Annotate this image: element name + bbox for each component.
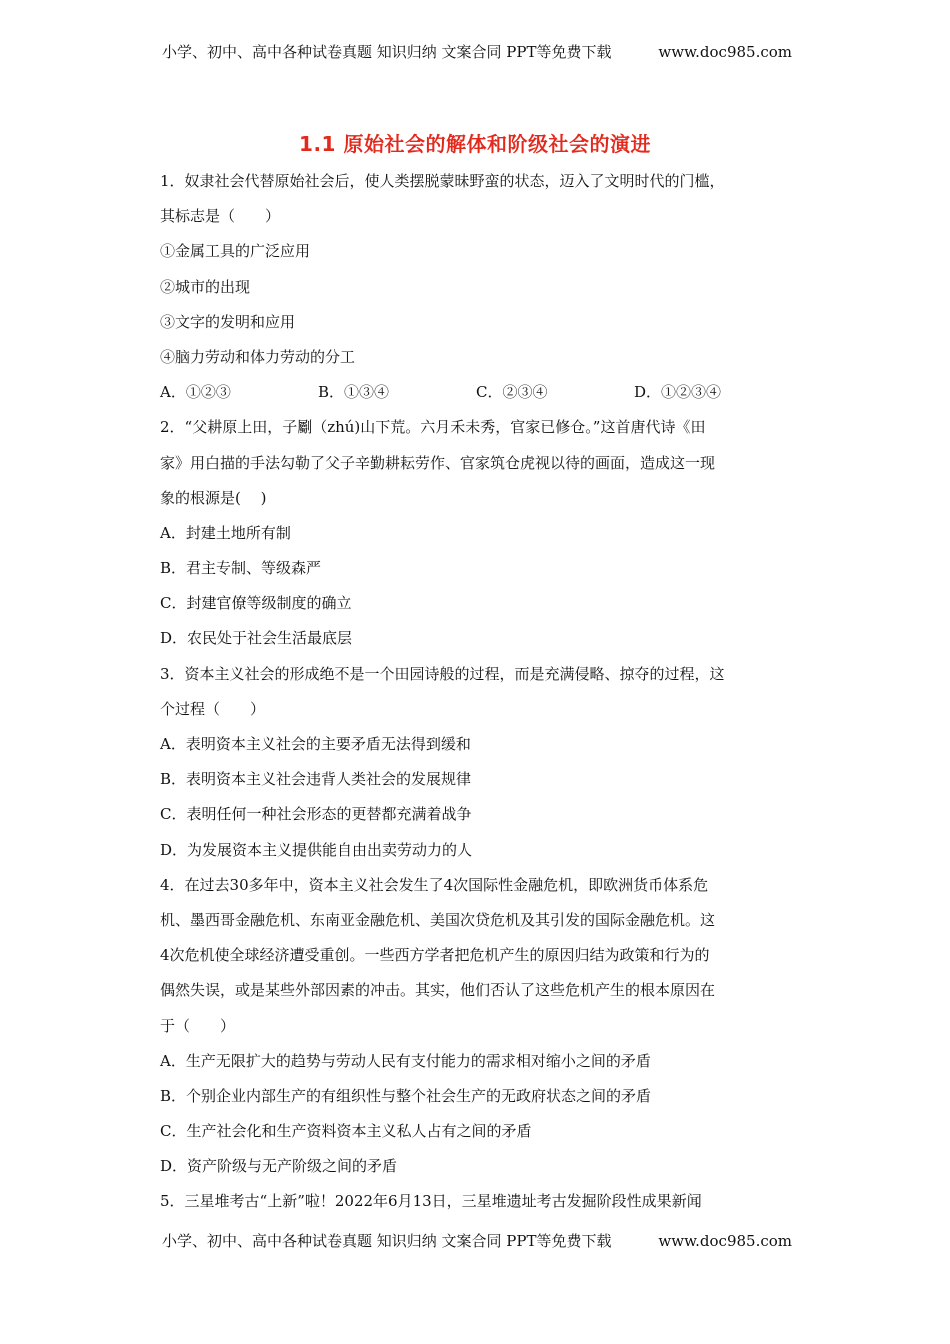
question-stem-line: 偶然失误，或是某些外部因素的冲击。其实，他们否认了这些危机产生的根本原因在	[160, 981, 716, 1000]
question-stem-line: 3．资本主义社会的形成绝不是一个田园诗般的过程，而是充满侵略、掠夺的过程，这	[160, 664, 725, 683]
option-b: B．表明资本主义社会违背人类社会的发展规律	[160, 770, 472, 789]
option-b: B．君主专制、等级森严	[160, 559, 322, 578]
question-stem-line: 个过程（ ）	[160, 699, 266, 718]
option-a: A．表明资本主义社会的主要矛盾无法得到缓和	[160, 735, 471, 753]
page-title: 1.1 原始社会的解体和阶级社会的演进	[299, 132, 651, 156]
question-stem-line: 5．三星堆考古“上新”啦！2022年6月13日，三星堆遗址考古发掘阶段性成果新闻	[160, 1192, 702, 1211]
question-stem-line: 2．“父耕原上田，子劚（zhú)山下荒。六月禾未秀，官家已修仓。”这首唐代诗《田	[160, 418, 706, 437]
option-c: C．封建官僚等级制度的确立	[160, 594, 352, 613]
question-stem-line: 4．在过去30多年中，资本主义社会发生了4次国际性金融危机，即欧洲货币体系危	[160, 875, 709, 894]
footer-promo-text: 小学、初中、高中各种试卷真题 知识归纳 文案合同 PPT等免费下载	[162, 1232, 612, 1250]
question-stem-line: 家》用白描的手法勾勒了父子辛勤耕耘劳作、官家筑仓虎视以待的画面，造成这一现	[160, 453, 716, 472]
statement: ②城市的出现	[160, 277, 251, 296]
option-b: B．①③④	[318, 383, 390, 402]
question-1	[160, 164, 792, 410]
header-promo-text: 小学、初中、高中各种试卷真题 知识归纳 文案合同 PPT等免费下载	[162, 43, 612, 61]
question-stem-line: 4次危机使全球经济遭受重创。一些西方学者把危机产生的原因归结为政策和行为的	[160, 946, 710, 965]
option-d: D．为发展资本主义提供能自由出卖劳动力的人	[160, 840, 473, 859]
header-url: www.doc985.com	[658, 42, 792, 61]
footer-url: www.doc985.com	[658, 1231, 792, 1250]
option-c: C．②③④	[476, 383, 548, 402]
option-a: A．生产无限扩大的趋势与劳动人民有支付能力的需求相对缩小之间的矛盾	[160, 1051, 651, 1070]
page-footer	[162, 1230, 792, 1251]
statement: ①金属工具的广泛应用	[160, 242, 311, 261]
option-a: A．①②③	[160, 383, 231, 402]
statement: ④脑力劳动和体力劳动的分工	[160, 347, 356, 366]
option-d: D．①②③④	[634, 383, 722, 402]
statement: ③文字的发明和应用	[160, 312, 296, 331]
question-stem-line: 机、墨西哥金融危机、东南亚金融危机、美国次贷危机及其引发的国际金融危机。这	[160, 910, 716, 929]
question-stem-line: 象的根源是( )	[160, 488, 267, 507]
question-list	[160, 164, 792, 1220]
question-4	[160, 868, 792, 1185]
option-c: C．生产社会化和生产资料资本主义私人占有之间的矛盾	[160, 1122, 532, 1141]
question-stem-line: 其标志是（ ）	[160, 207, 281, 226]
option-row	[160, 375, 792, 410]
option-d: D．农民处于社会生活最底层	[160, 629, 353, 648]
question-5	[160, 1184, 792, 1219]
option-b: B．个别企业内部生产的有组织性与整个社会生产的无政府状态之间的矛盾	[160, 1086, 652, 1105]
question-3	[160, 657, 792, 868]
option-d: D．资产阶级与无产阶级之间的矛盾	[160, 1157, 398, 1176]
question-stem-line: 于（ ）	[160, 1016, 236, 1035]
question-stem-line: 1．奴隶社会代替原始社会后，使人类摆脱蒙昧野蛮的状态，迈入了文明时代的门槛，	[160, 172, 725, 190]
option-a: A．封建土地所有制	[160, 523, 291, 542]
page-header	[162, 41, 792, 62]
question-2	[160, 410, 792, 656]
option-c: C．表明任何一种社会形态的更替都充满着战争	[160, 805, 472, 824]
